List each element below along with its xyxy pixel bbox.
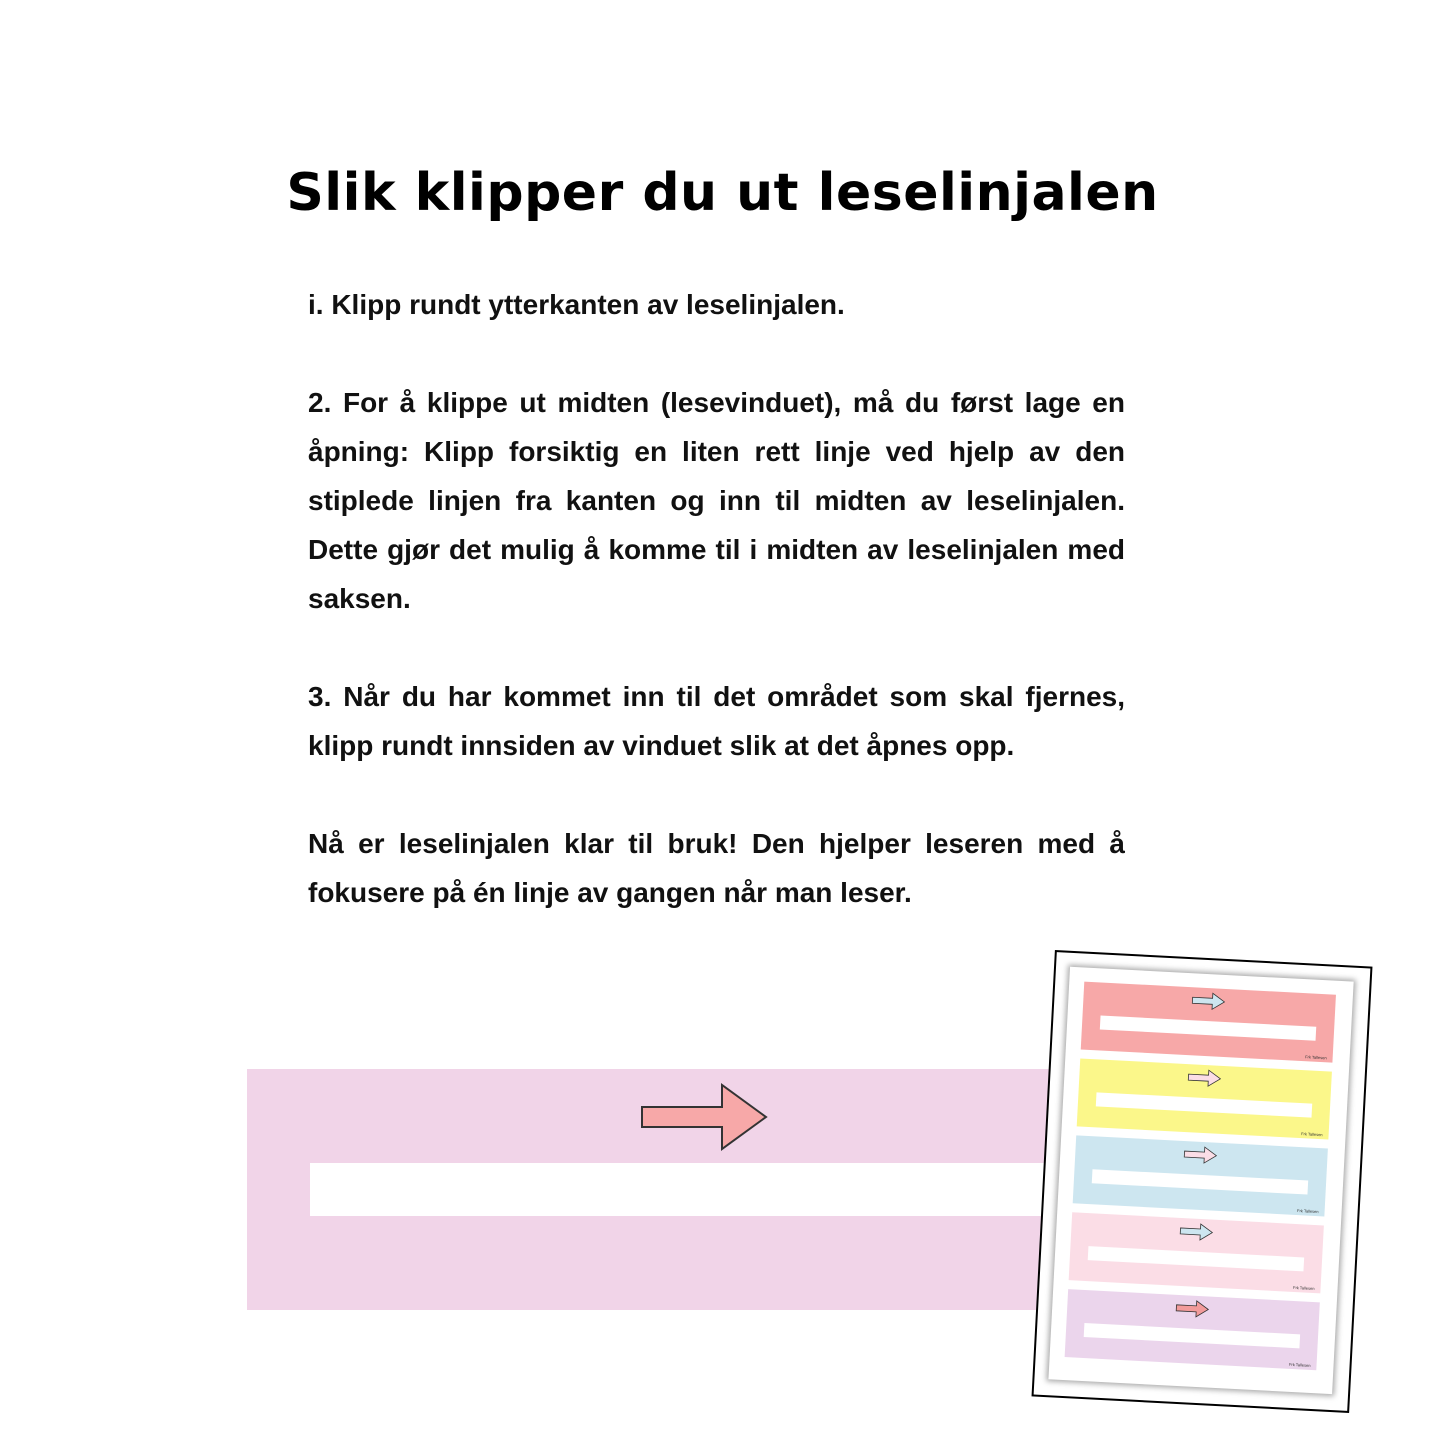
- arrow-right-icon: [1183, 1145, 1218, 1165]
- instruction-step-2: 2. For å klippe ut midten (lesevinduet), må du først lage en åpning: Klipp forsiktig en liten rett linje ved hjelp av den stiplede linjen fra kanten og inn til midten av leselinjalen. Dette gjør det mulig å komme til i midten av leselinjalen med saksen.: [308, 387, 1125, 614]
- instruction-step-1: i. Klipp rundt ytterkanten av leselinjalen.: [308, 289, 845, 320]
- mini-ruler-pink: [1069, 1212, 1324, 1293]
- page-title: Slik klipper du ut leselinjalen: [286, 162, 1159, 223]
- mini-window: [1092, 1169, 1308, 1194]
- mini-window: [1100, 1015, 1316, 1040]
- preview-paper: [1048, 967, 1353, 1394]
- arrow-right-icon: [1187, 1068, 1222, 1088]
- arrow-right-icon: [1191, 991, 1226, 1011]
- credit-label: Frk Tallesen: [1288, 1361, 1311, 1368]
- credit-label: Frk Tallesen: [1296, 1208, 1319, 1215]
- instruction-step-3: 3. Når du har kommet inn til det området som skal fjernes, klipp rundt innsiden av vinduet slik at det åpnes opp.: [308, 681, 1125, 761]
- closing-text: Nå er leselinjalen klar til bruk! Den hjelper leseren med å fokusere på én linje av gangen når man leser.: [308, 828, 1125, 908]
- credit-label: Frk Tallesen: [1292, 1284, 1315, 1292]
- reading-window: [310, 1163, 1070, 1216]
- arrow-right-icon: [1175, 1299, 1210, 1319]
- arrow-right-icon: [1179, 1222, 1214, 1242]
- mini-ruler-blue: [1073, 1135, 1328, 1216]
- arrow-right-icon: [640, 1083, 770, 1151]
- mini-ruler-red: [1081, 982, 1336, 1063]
- mini-ruler-purple: [1065, 1289, 1320, 1370]
- mini-ruler-yellow: [1077, 1058, 1332, 1139]
- credit-label: Frk Tallesen: [1301, 1131, 1323, 1138]
- preview-sheet: [1032, 950, 1373, 1413]
- mini-window: [1088, 1246, 1304, 1271]
- mini-window: [1084, 1323, 1300, 1348]
- credit-label: Frk Tallesen: [1305, 1054, 1327, 1061]
- instructions: [308, 280, 1125, 966]
- reading-ruler-illustration: [247, 1069, 1127, 1310]
- mini-window: [1096, 1092, 1312, 1117]
